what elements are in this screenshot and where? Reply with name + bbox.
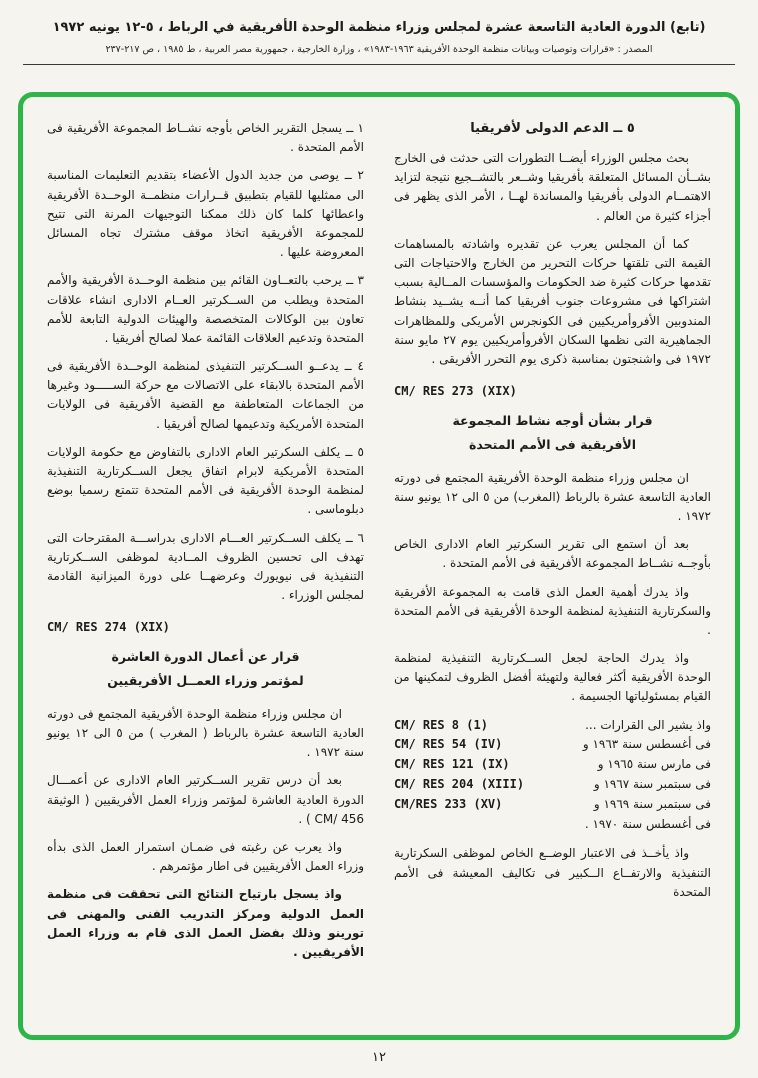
resolution-reference-text: فى أغسطس سنة ١٩٦٣ و	[582, 737, 711, 752]
resolution-reference-text: فى سبتمبر سنة ١٩٦٧ و	[593, 777, 711, 792]
two-column-layout	[47, 119, 711, 1013]
resolution-reference-text: فى سبتمبر سنة ١٩٦٩ و	[593, 796, 711, 811]
resolution-code: CM/ RES 274 (XIX)	[47, 620, 170, 635]
paragraph: ان مجلس وزراء منظمة الوحدة الأفريقية المجتمع فى دورته العادية التاسعة عشرة بالرباط (المغرب) من ٥ الى ١٢ يونيو سنة ١٩٧٢ .	[394, 470, 712, 523]
numbered-item: ٣ ــ يرحب بالتعــاون القائم بين منظمة الوحــدة الأفريقية والأمم المتحدة ويطلب من الســكرتير العــام الادارى انشاء علاقات تعاون بين الوكالات المتخصصة والهيئات الدولية التابعة للأمم المتحدة وتدعيم العلاقات القائمة عملا لصالح أفريقيا .	[47, 273, 364, 345]
resolution-reference-text: واذ يشير الى القرارات ...	[585, 717, 711, 732]
resolution-reference-row	[394, 755, 711, 775]
resolution-title	[394, 409, 711, 457]
paragraph: بعد أن درس تقرير الســكرتير العام الادارى عن أعمـــال الدورة العادية العاشرة لمؤتمر وزراء العمل الأفريقيين ( الوثيقة CM/ 456 ) .	[47, 773, 364, 826]
resolution-title-line: قرار بشأن أوجه نشاط المجموعة	[452, 413, 653, 429]
numbered-item: ٢ ــ يوصى من جديد الدول الأعضاء بتقديم التعليمات المناسبة الى ممثليها للقيام بتطبيق قــرارات منظمــة الوحــدة الأفريقية واعطائها كلما كان ذلك ممكنا التوجيهات المرنة التى تتيح للمجموعة الأفريقية اتخاذ موقف مشترك تجاه المسائل المعروضة عليها .	[47, 168, 364, 260]
right-column	[394, 119, 711, 1013]
resolution-reference-row	[394, 716, 711, 736]
left-column	[47, 119, 364, 1013]
resolution-title-line: لمؤتمر وزراء العمــل الأفريقيين	[107, 673, 304, 689]
green-border-frame	[18, 92, 740, 1040]
header-divider	[23, 64, 735, 65]
paragraph: واذ يأخــذ فى الاعتبار الوضــع الخاص لموظفى السكرتارية التنفيذية والارتفــاع الــكبير فى تكاليف المعيشة فى الأمم المتحدة	[394, 846, 711, 899]
resolution-title	[47, 645, 364, 693]
paragraph: واذ يدرك الحاجة لجعل الســكرتارية التنفيذية لمنظمة الوحدة الأفريقية أكثر فعالية ولتهيئة أفضل الظروف لتمكينها من القيام بمسئولياتها الجسيمة .	[394, 651, 711, 704]
document-header	[0, 0, 758, 65]
paragraph-emphasized: واذ يسجل بارتياح النتائج التى تحققت فى منظمة العمل الدولية ومركز التدريب الفنى والمهنى فى تورينو وذلك بفضل العمل الذى قام به وزراء العمل الأفريقيين .	[47, 887, 364, 959]
resolution-reference-row	[394, 735, 711, 755]
paragraph: بعد أن استمع الى تقرير السكرتير العام الادارى الخاص بأوجــه نشــاط المجموعة الأفريقية فى الأمم المتحدة .	[394, 537, 711, 571]
page-number: ١٢	[372, 1050, 386, 1065]
resolution-reference-code: CM/ RES 54 (IV)	[394, 737, 503, 752]
numbered-item: ٦ ــ يكلف الســكرتير العـــام الادارى بدراســـة المقترحات التى تهدف الى تحسين الظروف المــادية لموظفى الســكرتارية التنفيذية فى نيويورك وعرضهــا على دورة الميزانية القادمة لمجلس الوزراء .	[47, 530, 364, 603]
resolution-reference-row	[394, 795, 711, 815]
resolution-reference-text: فى مارس سنة ١٩٦٥ و	[597, 757, 711, 772]
section-heading-international-support: ٥ ــ الدعم الدولى لأفريقيا	[470, 121, 635, 136]
resolution-title-line: قرار عن أعمال الدورة العاشرة	[111, 649, 300, 665]
paragraph: كما أن المجلس يعرب عن تقديره واشادته بالمساهمات القيمة التى تلقتها حركات التحرير من الخارج والاحتياجات التى تقدمها حركات كثيرة ضد الحكومات والمؤسسات المــالية بسبب اشتراكها فى مشروعات جنوب أفريقيا كما أنــه يشــيد بنشاط المندوبين الأفروأمريكيين فى الكونجرس الأمريكى وللمظاهرات الجماهيرية التى نظمها السكان الأفروأمريكيين يوم ٢٧ مايو سنة ١٩٧٢ فى واشنجتون بمناسبة ذكرى يوم التحرر الأفريقى .	[394, 236, 711, 366]
paragraph: بحث مجلس الوزراء أيضــا التطورات التى حدثت فى الخارج بشــأن المسائل المتعلقة بأفريقيا وشــعر بالتشــجيع نتيجة لتزايد الاهتمــام الدولى بأفريقيا والمساندة لهــا ، الأمر الذى يظهر فى أجزاء كثيرة من العالم .	[394, 151, 711, 223]
resolution-references-list	[394, 716, 711, 835]
paragraph: واذ يدرك أهمية العمل الذى قامت به المجموعة الأفريقية والسكرتارية التنفيذية لمنظمة الوحدة الأفريقية فى الأمم المتحدة .	[394, 584, 711, 637]
numbered-item: ٥ ــ يكلف السكرتير العام الادارى بالتفاوض مع حكومة الولايات المتحدة الأمريكية لابرام اتفاق يجعل الســكرتارية التنفيذية لمنظمة الوحدة الأفريقية فى الأمم المتحدة تتمتع رسميا بوضع دبلوماسى .	[47, 444, 364, 517]
resolution-title-line: الأفريقية فى الأمم المتحدة	[468, 436, 637, 452]
paragraph: ان مجلس وزراء منظمة الوحدة الأفريقية المجتمع فى دورته العادية التاسعة عشرة بالرباط ( المغرب ) من ٥ الى ١٢ يونيو سنة ١٩٧٢ .	[47, 706, 365, 760]
paragraph: واذ يعرب عن رغبته فى ضمـان استمرار العمل الذى بدأه وزراء العمل الأفريقيين فى اطار مؤتمرهم .	[47, 839, 364, 874]
document-title: (تابع) الدورة العادية التاسعة عشرة لمجلس وزراء منظمة الوحدة الأفريقية في الرباط ، ٥-١٢ يونيه ١٩٧٢	[52, 20, 706, 35]
resolution-reference-code: CM/ RES 204 (XIII)	[394, 777, 525, 792]
document-source-line: المصدر : «قرارات وتوصيات وبيانات منظمة الوحدة الأفريقية ١٩٦٣-١٩٨٣» ، وزارة الخارجية ، جمهورية مصر العربية ، ط ١٩٨٥ ، ص ٢١٧-٢٣٧	[105, 44, 653, 55]
resolution-reference-code: CM/ RES 121 (IX)	[394, 757, 510, 772]
resolution-code: CM/ RES 273 (XIX)	[394, 384, 517, 399]
resolution-reference-text: فى أغسطس سنة ١٩٧٠ .	[584, 816, 711, 831]
resolution-reference-row	[394, 815, 711, 835]
resolution-reference-row	[394, 775, 711, 795]
resolution-reference-code: CM/ RES 8 (1)	[394, 717, 488, 732]
resolution-reference-code: CM/RES 233 (XV)	[394, 796, 503, 811]
numbered-item: ١ ــ يسجل التقرير الخاص بأوجه نشــاط المجموعة الأفريقية فى الأمم المتحدة .	[47, 121, 364, 155]
numbered-item: ٤ ــ يدعــو الســكرتير التنفيذى لمنظمة الوحــدة الأفريقية فى الأمم المتحدة بالابقاء على الاتصالات مع حركة الســـــود وغيرها من الجماعات المتعاطفة مع القضية الأفريقية فى الولايات المتحدة الأمريكية وتدعيمها لصالح أفريقيا .	[47, 359, 364, 431]
